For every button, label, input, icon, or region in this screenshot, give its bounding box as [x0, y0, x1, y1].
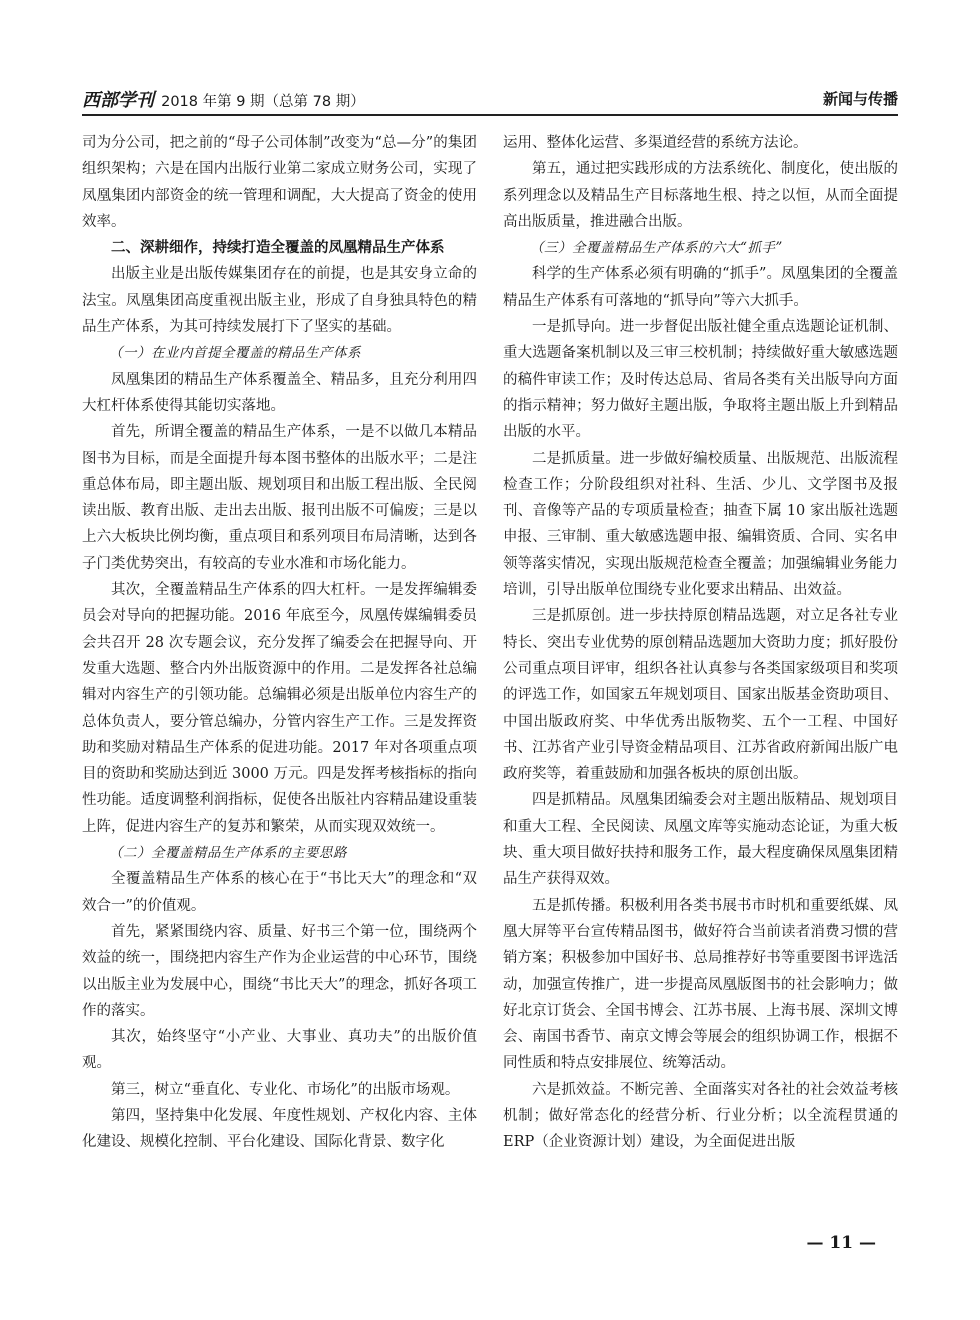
paragraph: 全覆盖精品生产体系的核心在于“书比天大”的理念和“双效合一”的价值观。	[82, 871, 477, 914]
paragraph: 其次，全覆盖精品生产体系的四大杠杆。一是发挥编辑委员会对导向的把握功能。2016 年底至今，凤凰传媒编辑委员会共召开 28 次专题会议，充分发挥了编委会在把握导向、开发重大选题、整合内外出版资源中的作用。二是发挥各社总编辑对内容生产的引领功能。总编辑必须是出版单位内容生产的总体负责人，要分管总编办，分管内容生产工作。三是发挥资助和奖励对精品生产体系的促进功能。2017 年对各项重点项目的资助和奖励达到近 3000 万元。四是发挥考核指标的指向性功能。适度调整利润指标，促使各出版社内容精品建设重装上阵，促进内容生产的复苏和繁荣，从而实现双效统一。	[82, 582, 477, 835]
paragraph: 三是抓原创。进一步扶持原创精品选题，对立足各社专业特长、突出专业优势的原创精品选题加大资助力度；抓好股份公司重点项目评审，组织各社认真参与各类国家级项目和奖项的评选工作，如国家五年规划项目、国家出版基金资助项目、中国出版政府奖、中华优秀出版物奖、五个一工程、中国好书、江苏省产业引导资金精品项目、江苏省政府新闻出版广电政府奖等，着重鼓励和加强各板块的原创出版。	[503, 608, 898, 783]
paragraph: 五是抓传播。积极利用各类书展书市时机和重要纸媒、凤凰大屏等平台宣传精品图书，做好符合当前读者消费习惯的营销方案；积极参加中国好书、总局推荐好书等重要图书评选活动，加强宣传推广，进一步提高凤凰版图书的社会影响力；做好北京订货会、全国书博会、江苏书展、上海书展、深圳文博会、南国书香节、南京文博会等展会的组织协调工作，根据不同性质和特点安排展位、统筹活动。	[503, 897, 898, 1072]
paragraph: 凤凰集团的精品生产体系覆盖全、精品多，且充分利用四大杠杆体系使得其能切实落地。	[82, 371, 477, 414]
issue-number: 2018 年第 9 期（总第 78 期）	[161, 94, 365, 110]
page-number: — 11 —	[806, 1233, 876, 1253]
section-heading: 二、深耕细作，持续打造全覆盖的凤凰精品生产体系	[111, 240, 445, 257]
paragraph: 第四，坚持集中化发展、年度性规划、产权化内容、主体化建设、规模化控制、平台化建设、国际化背景、数字化	[82, 1107, 477, 1151]
journal-info	[82, 86, 365, 112]
paragraph: 出版主业是出版传媒集团存在的前提，也是其安身立命的法宝。凤凰集团高度重视出版主业，形成了自身独具特色的精品生产体系，为其可持续发展打下了坚实的基础。	[82, 266, 477, 336]
paragraph: 司为分公司，把之前的“母子公司体制”改变为“总—分”的集团组织架构；六是在国内出版行业第二家成立财务公司，实现了凤凰集团内部资金的统一管理和调配，大大提高了资金的使用效率。	[82, 135, 477, 230]
running-header	[82, 78, 898, 116]
journal-name: 西部学刊	[82, 90, 154, 111]
subsection-heading: （一）在业内首提全覆盖的精品生产体系	[109, 345, 361, 362]
paragraph: 运用、整体化运营、多渠道经营的系统方法论。	[503, 135, 808, 151]
paragraph: 首先，所谓全覆盖的精品生产体系，一是不以做几本精品图书为目标，而是全面提升每本图书整体的出版水平；二是注重总体布局，即主题出版、规划项目和出版工程出版、全民阅读出版、教育出版、走出去出版、报刊出版不可偏废；三是以上六大板块比例均衡，重点项目和系列项目布局清晰，达到各子门类优势突出，有较高的专业水准和市场化能力。	[82, 424, 477, 572]
right-column	[503, 130, 898, 1225]
subsection-heading: （三）全覆盖精品生产体系的六大“抓手”	[530, 240, 783, 257]
subsection-heading: （二）全覆盖精品生产体系的主要思路	[109, 845, 347, 862]
paragraph: 二是抓质量。进一步做好编校质量、出版规范、出版流程检查工作；分阶段组织对社科、生活、少儿、文学图书及报刊、音像等产品的专项质量检查；抽查下属 10 家出版社选题申报、三审制、重大敏感选题申报、编辑资质、合同、实名申领等落实情况，实现出版规范检查全覆盖；加强编辑业务能力培训，引导出版单位围绕专业化要求出精品、出效益。	[503, 450, 898, 599]
paragraph: 六是抓效益。不断完善、全面落实对各社的社会效益考核机制；做好常态化的经营分析、行业分析；以全流程贯通的 ERP（企业资源计划）建设，为全面促进出版	[503, 1081, 898, 1151]
paragraph: 四是抓精品。凤凰集团编委会对主题出版精品、规划项目和重大工程、全民阅读、凤凰文库等实施动态论证，为重大板块、重大项目做好扶持和服务工作，最大程度确保凤凰集团精品生产获得双效。	[503, 792, 898, 888]
paragraph: 首先，紧紧围绕内容、质量、好书三个第一位，围绕两个效益的统一，围绕把内容生产作为企业运营的中心环节，围绕以出版主业为发展中心，围绕“书比天大”的理念，抓好各项工作的落实。	[82, 923, 477, 1019]
left-column	[82, 130, 477, 1225]
paragraph: 第三，树立“垂直化、专业化、市场化”的出版市场观。	[111, 1081, 460, 1098]
section-title: 新闻与传播	[822, 90, 898, 108]
paragraph: 其次，始终坚守“小产业、大事业、真功夫”的出版价值观。	[82, 1029, 477, 1072]
paragraph: 第五，通过把实践形成的方法系统化、制度化，使出版的系列理念以及精品生产目标落地生根、持之以恒，从而全面提高出版质量，推进融合出版。	[503, 161, 898, 230]
paragraph: 科学的生产体系必须有明确的“抓手”。凤凰集团的全覆盖精品生产体系有可落地的“抓导向”等六大抓手。	[503, 266, 898, 309]
paragraph: 一是抓导向。进一步督促出版社健全重点选题论证机制、重大选题备案机制以及三审三校机制；持续做好重大敏感选题的稿件审读工作；及时传达总局、省局各类有关出版导向方面的指示精神；努力做好主题出版，争取将主题出版上升到精品出版的水平。	[503, 319, 898, 441]
